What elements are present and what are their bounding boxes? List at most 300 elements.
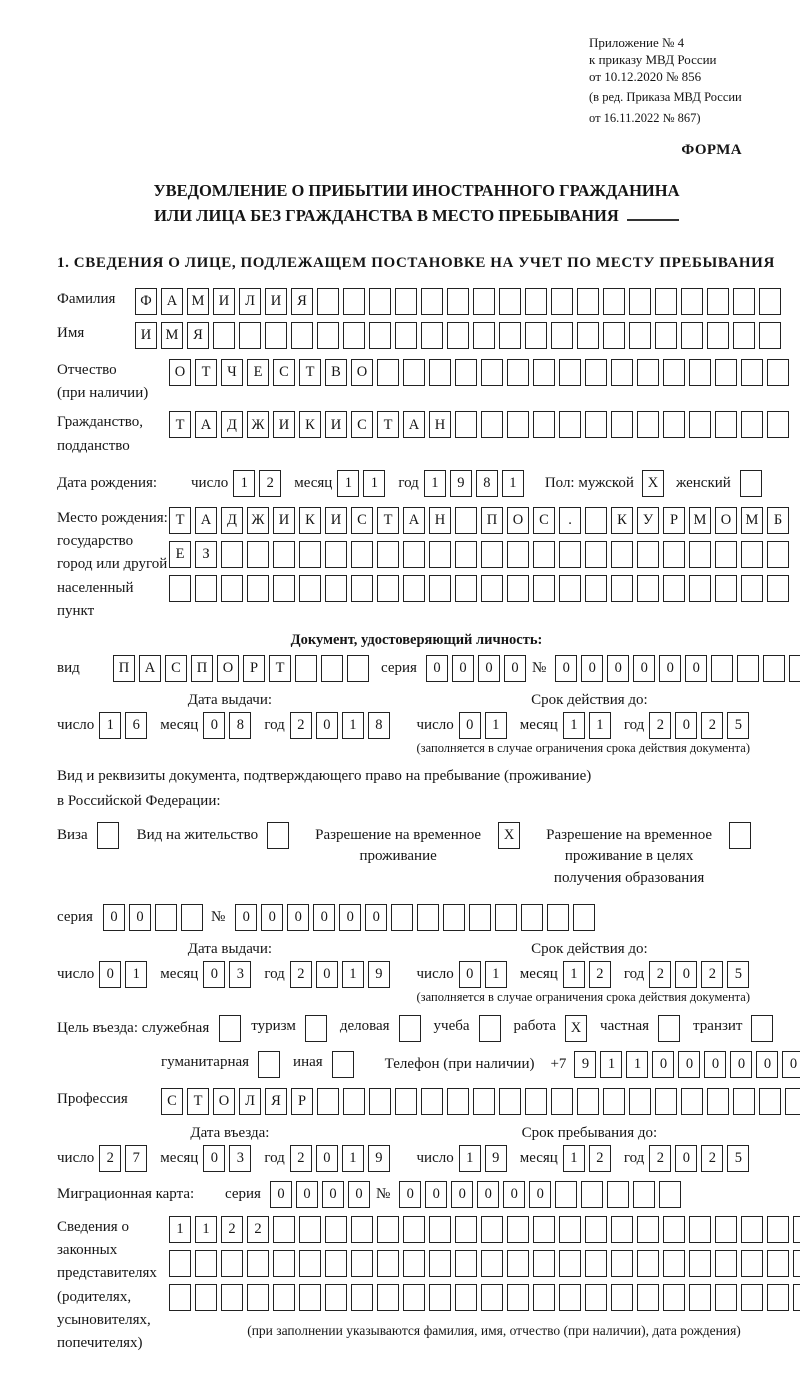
filled-char-cell[interactable]: 9 — [368, 1145, 390, 1172]
empty-char-cell[interactable] — [533, 411, 555, 438]
filled-char-cell[interactable]: Д — [221, 411, 243, 438]
empty-char-cell[interactable] — [247, 541, 269, 568]
filled-char-cell[interactable]: Н — [429, 507, 451, 534]
empty-char-cell[interactable] — [577, 1088, 599, 1115]
filled-char-cell[interactable]: 0 — [103, 904, 125, 931]
empty-char-cell[interactable] — [759, 322, 781, 349]
empty-char-cell[interactable] — [547, 904, 569, 931]
empty-char-cell[interactable] — [663, 1284, 685, 1311]
filled-char-cell[interactable]: 0 — [316, 712, 338, 739]
filled-char-cell[interactable]: И — [273, 507, 295, 534]
empty-char-cell[interactable] — [559, 541, 581, 568]
empty-char-cell[interactable] — [403, 1284, 425, 1311]
empty-char-cell[interactable] — [403, 575, 425, 602]
filled-char-cell[interactable]: З — [195, 541, 217, 568]
empty-char-cell[interactable] — [455, 507, 477, 534]
option-checkbox[interactable]: X — [498, 822, 520, 849]
filled-char-cell[interactable]: 0 — [581, 655, 603, 682]
empty-char-cell[interactable] — [377, 541, 399, 568]
filled-char-cell[interactable]: 2 — [221, 1216, 243, 1243]
filled-char-cell[interactable]: Е — [169, 541, 191, 568]
empty-char-cell[interactable] — [317, 322, 339, 349]
filled-char-cell[interactable]: О — [507, 507, 529, 534]
empty-char-cell[interactable] — [481, 1250, 503, 1277]
empty-char-cell[interactable] — [585, 411, 607, 438]
filled-char-cell[interactable]: У — [637, 507, 659, 534]
filled-char-cell[interactable]: 2 — [701, 1145, 723, 1172]
filled-char-cell[interactable]: 0 — [129, 904, 151, 931]
empty-char-cell[interactable] — [633, 1181, 655, 1208]
empty-char-cell[interactable] — [793, 1216, 800, 1243]
empty-char-cell[interactable] — [611, 411, 633, 438]
empty-char-cell[interactable] — [767, 359, 789, 386]
filled-char-cell[interactable]: 0 — [675, 961, 697, 988]
empty-char-cell[interactable] — [551, 322, 573, 349]
empty-char-cell[interactable] — [195, 575, 217, 602]
empty-char-cell[interactable] — [715, 1216, 737, 1243]
filled-char-cell[interactable]: В — [325, 359, 347, 386]
filled-char-cell[interactable]: 0 — [633, 655, 655, 682]
filled-char-cell[interactable]: 9 — [485, 1145, 507, 1172]
filled-char-cell[interactable]: И — [135, 322, 157, 349]
empty-char-cell[interactable] — [715, 575, 737, 602]
filled-char-cell[interactable]: 0 — [675, 712, 697, 739]
filled-char-cell[interactable]: 0 — [756, 1051, 778, 1078]
empty-char-cell[interactable] — [317, 1088, 339, 1115]
filled-char-cell[interactable]: О — [217, 655, 239, 682]
empty-char-cell[interactable] — [525, 1088, 547, 1115]
empty-char-cell[interactable] — [663, 411, 685, 438]
empty-char-cell[interactable] — [377, 1250, 399, 1277]
empty-char-cell[interactable] — [793, 1284, 800, 1311]
empty-char-cell[interactable] — [481, 1216, 503, 1243]
empty-char-cell[interactable] — [611, 1284, 633, 1311]
empty-char-cell[interactable] — [507, 1250, 529, 1277]
empty-char-cell[interactable] — [473, 288, 495, 315]
filled-char-cell[interactable]: 0 — [504, 655, 526, 682]
filled-char-cell[interactable]: 8 — [229, 712, 251, 739]
filled-char-cell[interactable]: Р — [663, 507, 685, 534]
option-checkbox[interactable]: X — [565, 1015, 587, 1042]
empty-char-cell[interactable] — [533, 1250, 555, 1277]
filled-char-cell[interactable]: Т — [269, 655, 291, 682]
empty-char-cell[interactable] — [403, 541, 425, 568]
filled-char-cell[interactable]: 1 — [342, 712, 364, 739]
empty-char-cell[interactable] — [611, 1250, 633, 1277]
empty-char-cell[interactable] — [507, 1216, 529, 1243]
empty-char-cell[interactable] — [681, 288, 703, 315]
empty-char-cell[interactable] — [395, 322, 417, 349]
filled-char-cell[interactable]: М — [741, 507, 763, 534]
empty-char-cell[interactable] — [663, 541, 685, 568]
empty-char-cell[interactable] — [403, 359, 425, 386]
filled-char-cell[interactable]: А — [139, 655, 161, 682]
filled-char-cell[interactable]: С — [351, 507, 373, 534]
filled-char-cell[interactable]: 5 — [727, 1145, 749, 1172]
empty-char-cell[interactable] — [447, 288, 469, 315]
filled-char-cell[interactable]: 0 — [261, 904, 283, 931]
empty-char-cell[interactable] — [603, 1088, 625, 1115]
filled-char-cell[interactable]: А — [195, 507, 217, 534]
empty-char-cell[interactable] — [759, 1088, 781, 1115]
empty-char-cell[interactable] — [325, 1216, 347, 1243]
empty-char-cell[interactable] — [715, 1250, 737, 1277]
empty-char-cell[interactable] — [369, 1088, 391, 1115]
empty-char-cell[interactable] — [663, 575, 685, 602]
empty-char-cell[interactable] — [663, 359, 685, 386]
filled-char-cell[interactable]: Т — [195, 359, 217, 386]
filled-char-cell[interactable]: 0 — [316, 1145, 338, 1172]
empty-char-cell[interactable] — [689, 1250, 711, 1277]
empty-char-cell[interactable] — [793, 1250, 800, 1277]
filled-char-cell[interactable]: 1 — [233, 470, 255, 497]
filled-char-cell[interactable]: К — [611, 507, 633, 534]
filled-char-cell[interactable]: И — [325, 507, 347, 534]
empty-char-cell[interactable] — [533, 1284, 555, 1311]
empty-char-cell[interactable] — [499, 322, 521, 349]
empty-char-cell[interactable] — [689, 411, 711, 438]
empty-char-cell[interactable] — [403, 1216, 425, 1243]
empty-char-cell[interactable] — [325, 575, 347, 602]
empty-char-cell[interactable] — [481, 575, 503, 602]
empty-char-cell[interactable] — [759, 288, 781, 315]
filled-char-cell[interactable]: Л — [239, 1088, 261, 1115]
empty-char-cell[interactable] — [533, 359, 555, 386]
filled-char-cell[interactable]: 1 — [459, 1145, 481, 1172]
empty-char-cell[interactable] — [689, 359, 711, 386]
filled-char-cell[interactable]: 6 — [125, 712, 147, 739]
filled-char-cell[interactable]: С — [161, 1088, 183, 1115]
empty-char-cell[interactable] — [637, 411, 659, 438]
filled-char-cell[interactable]: К — [299, 411, 321, 438]
empty-char-cell[interactable] — [525, 288, 547, 315]
filled-char-cell[interactable]: С — [165, 655, 187, 682]
filled-char-cell[interactable]: 3 — [229, 1145, 251, 1172]
filled-char-cell[interactable]: 1 — [342, 961, 364, 988]
filled-char-cell[interactable]: 0 — [235, 904, 257, 931]
empty-char-cell[interactable] — [663, 1216, 685, 1243]
filled-char-cell[interactable]: Т — [377, 507, 399, 534]
empty-char-cell[interactable] — [733, 322, 755, 349]
empty-char-cell[interactable] — [351, 1250, 373, 1277]
empty-char-cell[interactable] — [295, 655, 317, 682]
empty-char-cell[interactable] — [611, 541, 633, 568]
filled-char-cell[interactable]: 2 — [99, 1145, 121, 1172]
filled-char-cell[interactable]: 0 — [452, 655, 474, 682]
empty-char-cell[interactable] — [351, 1216, 373, 1243]
filled-char-cell[interactable]: Ж — [247, 507, 269, 534]
empty-char-cell[interactable] — [789, 655, 800, 682]
empty-char-cell[interactable] — [403, 1250, 425, 1277]
empty-char-cell[interactable] — [429, 541, 451, 568]
empty-char-cell[interactable] — [273, 1250, 295, 1277]
filled-char-cell[interactable]: С — [533, 507, 555, 534]
filled-char-cell[interactable]: 0 — [685, 655, 707, 682]
filled-char-cell[interactable]: А — [403, 411, 425, 438]
empty-char-cell[interactable] — [637, 359, 659, 386]
filled-char-cell[interactable]: 0 — [316, 961, 338, 988]
empty-char-cell[interactable] — [715, 359, 737, 386]
empty-char-cell[interactable] — [525, 322, 547, 349]
filled-char-cell[interactable]: 2 — [649, 961, 671, 988]
empty-char-cell[interactable] — [239, 322, 261, 349]
empty-char-cell[interactable] — [507, 359, 529, 386]
empty-char-cell[interactable] — [299, 575, 321, 602]
empty-char-cell[interactable] — [351, 541, 373, 568]
empty-char-cell[interactable] — [499, 1088, 521, 1115]
empty-char-cell[interactable] — [247, 1250, 269, 1277]
empty-char-cell[interactable] — [611, 1216, 633, 1243]
empty-char-cell[interactable] — [155, 904, 177, 931]
option-checkbox[interactable] — [479, 1015, 501, 1042]
filled-char-cell[interactable]: 1 — [563, 961, 585, 988]
filled-char-cell[interactable]: 0 — [477, 1181, 499, 1208]
filled-char-cell[interactable]: М — [187, 288, 209, 315]
filled-char-cell[interactable]: 9 — [574, 1051, 596, 1078]
filled-char-cell[interactable]: Р — [291, 1088, 313, 1115]
filled-char-cell[interactable]: 2 — [290, 1145, 312, 1172]
filled-char-cell[interactable]: 0 — [99, 961, 121, 988]
empty-char-cell[interactable] — [637, 1250, 659, 1277]
empty-char-cell[interactable] — [443, 904, 465, 931]
filled-char-cell[interactable]: 1 — [195, 1216, 217, 1243]
filled-char-cell[interactable]: Т — [377, 411, 399, 438]
filled-char-cell[interactable]: Ч — [221, 359, 243, 386]
filled-char-cell[interactable]: 8 — [476, 470, 498, 497]
filled-char-cell[interactable]: И — [213, 288, 235, 315]
empty-char-cell[interactable] — [551, 1088, 573, 1115]
option-checkbox[interactable] — [751, 1015, 773, 1042]
filled-char-cell[interactable]: 0 — [529, 1181, 551, 1208]
filled-char-cell[interactable]: Т — [169, 411, 191, 438]
filled-char-cell[interactable]: 1 — [589, 712, 611, 739]
empty-char-cell[interactable] — [585, 1284, 607, 1311]
empty-char-cell[interactable] — [585, 1250, 607, 1277]
empty-char-cell[interactable] — [377, 1216, 399, 1243]
empty-char-cell[interactable] — [767, 1216, 789, 1243]
filled-char-cell[interactable]: Л — [239, 288, 261, 315]
empty-char-cell[interactable] — [611, 359, 633, 386]
empty-char-cell[interactable] — [299, 541, 321, 568]
option-checkbox[interactable] — [258, 1051, 280, 1078]
empty-char-cell[interactable] — [637, 541, 659, 568]
filled-char-cell[interactable]: 0 — [425, 1181, 447, 1208]
empty-char-cell[interactable] — [741, 411, 763, 438]
filled-char-cell[interactable]: А — [161, 288, 183, 315]
empty-char-cell[interactable] — [507, 541, 529, 568]
filled-char-cell[interactable]: 5 — [727, 961, 749, 988]
empty-char-cell[interactable] — [325, 1284, 347, 1311]
empty-char-cell[interactable] — [417, 904, 439, 931]
empty-char-cell[interactable] — [273, 1284, 295, 1311]
empty-char-cell[interactable] — [455, 411, 477, 438]
option-checkbox[interactable] — [305, 1015, 327, 1042]
empty-char-cell[interactable] — [395, 1088, 417, 1115]
empty-char-cell[interactable] — [481, 541, 503, 568]
empty-char-cell[interactable] — [221, 575, 243, 602]
empty-char-cell[interactable] — [507, 1284, 529, 1311]
filled-char-cell[interactable]: 1 — [99, 712, 121, 739]
empty-char-cell[interactable] — [681, 322, 703, 349]
empty-char-cell[interactable] — [391, 904, 413, 931]
empty-char-cell[interactable] — [637, 575, 659, 602]
empty-char-cell[interactable] — [663, 1250, 685, 1277]
filled-char-cell[interactable]: 1 — [563, 712, 585, 739]
filled-char-cell[interactable]: . — [559, 507, 581, 534]
filled-char-cell[interactable]: 1 — [424, 470, 446, 497]
filled-char-cell[interactable]: Т — [169, 507, 191, 534]
empty-char-cell[interactable] — [767, 575, 789, 602]
empty-char-cell[interactable] — [585, 359, 607, 386]
filled-char-cell[interactable]: 0 — [203, 712, 225, 739]
empty-char-cell[interactable] — [455, 575, 477, 602]
empty-char-cell[interactable] — [247, 575, 269, 602]
empty-char-cell[interactable] — [351, 1284, 373, 1311]
empty-char-cell[interactable] — [169, 575, 191, 602]
filled-char-cell[interactable]: Я — [187, 322, 209, 349]
filled-char-cell[interactable]: А — [195, 411, 217, 438]
filled-char-cell[interactable]: 2 — [259, 470, 281, 497]
empty-char-cell[interactable] — [299, 1216, 321, 1243]
filled-char-cell[interactable]: Т — [299, 359, 321, 386]
empty-char-cell[interactable] — [429, 1250, 451, 1277]
filled-char-cell[interactable]: Ж — [247, 411, 269, 438]
filled-char-cell[interactable]: И — [265, 288, 287, 315]
filled-char-cell[interactable]: 0 — [459, 712, 481, 739]
empty-char-cell[interactable] — [689, 1216, 711, 1243]
empty-char-cell[interactable] — [637, 1284, 659, 1311]
filled-char-cell[interactable]: А — [403, 507, 425, 534]
filled-char-cell[interactable]: 1 — [485, 712, 507, 739]
option-checkbox[interactable] — [267, 822, 289, 849]
empty-char-cell[interactable] — [585, 575, 607, 602]
filled-char-cell[interactable]: И — [325, 411, 347, 438]
empty-char-cell[interactable] — [325, 541, 347, 568]
empty-char-cell[interactable] — [351, 575, 373, 602]
empty-char-cell[interactable] — [741, 541, 763, 568]
filled-char-cell[interactable]: Я — [291, 288, 313, 315]
filled-char-cell[interactable]: Т — [187, 1088, 209, 1115]
filled-char-cell[interactable]: 1 — [363, 470, 385, 497]
empty-char-cell[interactable] — [469, 904, 491, 931]
filled-char-cell[interactable]: 2 — [589, 1145, 611, 1172]
empty-char-cell[interactable] — [377, 1284, 399, 1311]
filled-char-cell[interactable]: Е — [247, 359, 269, 386]
empty-char-cell[interactable] — [273, 575, 295, 602]
empty-char-cell[interactable] — [221, 541, 243, 568]
empty-char-cell[interactable] — [521, 904, 543, 931]
empty-char-cell[interactable] — [221, 1250, 243, 1277]
filled-char-cell[interactable]: 0 — [339, 904, 361, 931]
empty-char-cell[interactable] — [507, 575, 529, 602]
empty-char-cell[interactable] — [637, 1216, 659, 1243]
filled-char-cell[interactable]: 2 — [247, 1216, 269, 1243]
blank-underline[interactable] — [627, 206, 679, 221]
empty-char-cell[interactable] — [455, 1216, 477, 1243]
empty-char-cell[interactable] — [581, 1181, 603, 1208]
filled-char-cell[interactable]: 2 — [649, 712, 671, 739]
filled-char-cell[interactable]: С — [273, 359, 295, 386]
filled-char-cell[interactable]: 9 — [450, 470, 472, 497]
empty-char-cell[interactable] — [741, 359, 763, 386]
filled-char-cell[interactable]: О — [715, 507, 737, 534]
empty-char-cell[interactable] — [741, 1284, 763, 1311]
empty-char-cell[interactable] — [559, 575, 581, 602]
filled-char-cell[interactable]: Ф — [135, 288, 157, 315]
option-checkbox[interactable] — [729, 822, 751, 849]
filled-char-cell[interactable]: П — [481, 507, 503, 534]
filled-char-cell[interactable]: 7 — [125, 1145, 147, 1172]
empty-char-cell[interactable] — [603, 322, 625, 349]
sex-male-checkbox[interactable]: X — [642, 470, 664, 497]
empty-char-cell[interactable] — [369, 288, 391, 315]
empty-char-cell[interactable] — [559, 1250, 581, 1277]
filled-char-cell[interactable]: 1 — [169, 1216, 191, 1243]
filled-char-cell[interactable]: 1 — [337, 470, 359, 497]
filled-char-cell[interactable]: 0 — [478, 655, 500, 682]
empty-char-cell[interactable] — [741, 575, 763, 602]
filled-char-cell[interactable]: 0 — [555, 655, 577, 682]
empty-char-cell[interactable] — [347, 655, 369, 682]
filled-char-cell[interactable]: С — [351, 411, 373, 438]
filled-char-cell[interactable]: 0 — [322, 1181, 344, 1208]
empty-char-cell[interactable] — [767, 411, 789, 438]
empty-char-cell[interactable] — [711, 655, 733, 682]
empty-char-cell[interactable] — [585, 1216, 607, 1243]
empty-char-cell[interactable] — [737, 655, 759, 682]
filled-char-cell[interactable]: И — [273, 411, 295, 438]
empty-char-cell[interactable] — [655, 1088, 677, 1115]
filled-char-cell[interactable]: 0 — [730, 1051, 752, 1078]
empty-char-cell[interactable] — [481, 1284, 503, 1311]
empty-char-cell[interactable] — [429, 359, 451, 386]
empty-char-cell[interactable] — [481, 411, 503, 438]
empty-char-cell[interactable] — [369, 322, 391, 349]
empty-char-cell[interactable] — [265, 322, 287, 349]
empty-char-cell[interactable] — [429, 1284, 451, 1311]
purpose-official-checkbox[interactable] — [219, 1015, 241, 1042]
empty-char-cell[interactable] — [421, 288, 443, 315]
empty-char-cell[interactable] — [715, 541, 737, 568]
empty-char-cell[interactable] — [585, 507, 607, 534]
empty-char-cell[interactable] — [455, 1250, 477, 1277]
empty-char-cell[interactable] — [429, 575, 451, 602]
empty-char-cell[interactable] — [585, 541, 607, 568]
empty-char-cell[interactable] — [555, 1181, 577, 1208]
filled-char-cell[interactable]: М — [161, 322, 183, 349]
filled-char-cell[interactable]: 1 — [626, 1051, 648, 1078]
empty-char-cell[interactable] — [181, 904, 203, 931]
empty-char-cell[interactable] — [213, 322, 235, 349]
empty-char-cell[interactable] — [707, 322, 729, 349]
empty-char-cell[interactable] — [395, 288, 417, 315]
empty-char-cell[interactable] — [507, 411, 529, 438]
empty-char-cell[interactable] — [577, 322, 599, 349]
empty-char-cell[interactable] — [299, 1284, 321, 1311]
filled-char-cell[interactable]: 1 — [485, 961, 507, 988]
empty-char-cell[interactable] — [299, 1250, 321, 1277]
empty-char-cell[interactable] — [715, 1284, 737, 1311]
filled-char-cell[interactable]: 0 — [659, 655, 681, 682]
empty-char-cell[interactable] — [655, 288, 677, 315]
empty-char-cell[interactable] — [377, 359, 399, 386]
empty-char-cell[interactable] — [785, 1088, 800, 1115]
empty-char-cell[interactable] — [455, 541, 477, 568]
filled-char-cell[interactable]: Д — [221, 507, 243, 534]
filled-char-cell[interactable]: 0 — [203, 1145, 225, 1172]
filled-char-cell[interactable]: 0 — [287, 904, 309, 931]
empty-char-cell[interactable] — [629, 288, 651, 315]
